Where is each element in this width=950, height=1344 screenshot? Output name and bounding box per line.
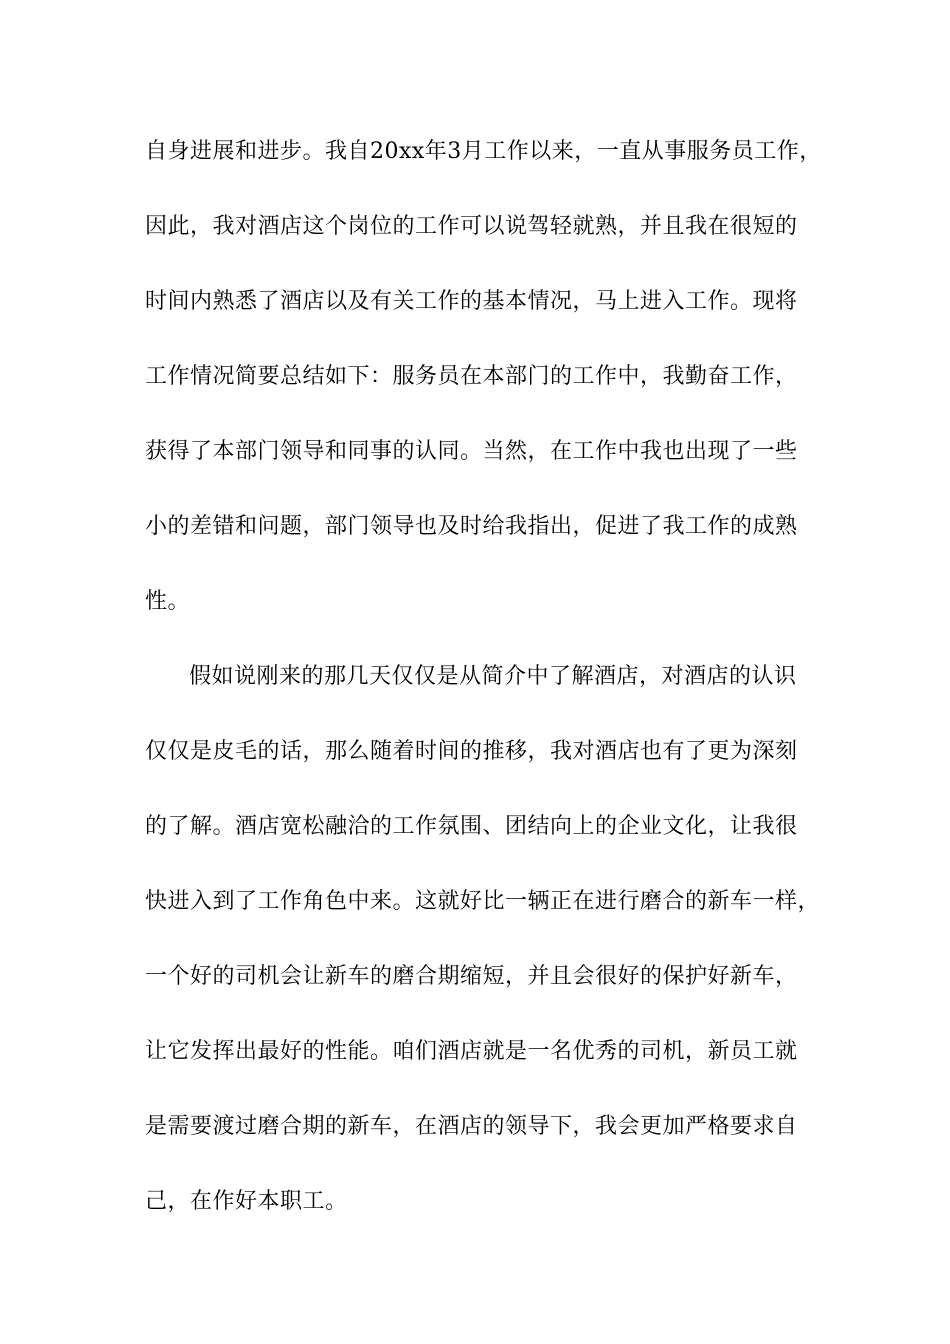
paragraph-2-line-8: 己，在作好本职工。: [145, 1189, 348, 1214]
paragraph-2-line-3: 的了解。酒店宽松融洽的工作氛围、团结向上的企业文化，让我很: [145, 814, 798, 839]
paragraph-1-line-2: 因此，我对酒店这个岗位的工作可以说驾轻就熟，并且我在很短的: [145, 214, 798, 239]
paragraph-2-line-7: 是需要渡过磨合期的新车，在酒店的领导下，我会更加严格要求自: [145, 1114, 798, 1139]
paragraph-2-line-4: 快进入到了工作角色中来。这就好比一辆正在进行磨合的新车一样，: [145, 889, 821, 914]
paragraph-2-line-5: 一个好的司机会让新车的磨合期缩短，并且会很好的保护好新车，: [145, 964, 798, 989]
paragraph-2-line-2: 仅仅是皮毛的话，那么随着时间的推移，我对酒店也有了更为深刻: [145, 739, 798, 764]
paragraph-1-line-4: 工作情况简要总结如下：服务员在本部门的工作中，我勤奋工作，: [145, 364, 798, 389]
paragraph-2-line-1: 假如说刚来的那几天仅仅是从简介中了解酒店，对酒店的认识: [189, 664, 797, 689]
paragraph-2-line-6: 让它发挥出最好的性能。咱们酒店就是一名优秀的司机，新员工就: [145, 1039, 798, 1064]
paragraph-1-line-1: 自身进展和进步。我自20xx年3月工作以来，一直从事服务员工作，: [145, 139, 822, 164]
paragraph-1-line-6: 小的差错和问题，部门领导也及时给我指出，促进了我工作的成熟: [145, 514, 798, 539]
paragraph-1-line-3: 时间内熟悉了酒店以及有关工作的基本情况，马上进入工作。现将: [145, 289, 798, 314]
paragraph-1-line-7: 性。: [145, 589, 191, 614]
paragraph-1-line-5: 获得了本部门领导和同事的认同。当然，在工作中我也出现了一些: [145, 439, 798, 464]
